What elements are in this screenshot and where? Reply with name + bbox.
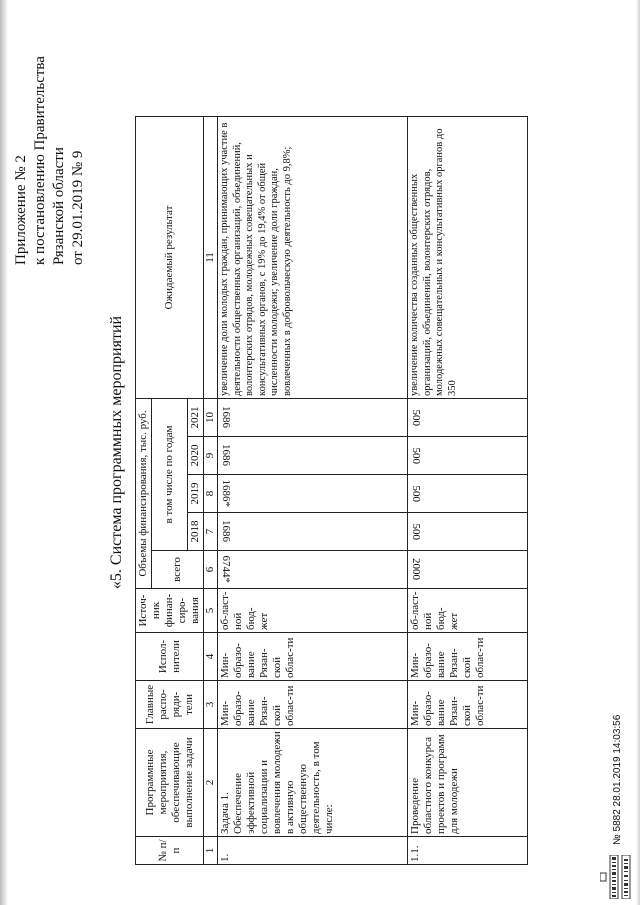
header-funding: Объемы финансирования, тыс. руб.: [136, 399, 152, 589]
row-year-2019: [218, 475, 408, 513]
row-year-2021: [408, 399, 528, 437]
row-num: 1.1.: [408, 837, 528, 865]
header-year: 2018: [188, 513, 204, 551]
row-manager: Мин-образо-вание Рязан-ской облас-ти: [408, 681, 528, 729]
index-cell: 3: [204, 681, 218, 729]
index-cell: 11: [204, 117, 218, 399]
row-executor: Мин-образо-вание Рязан-ской облас-ти: [408, 633, 528, 681]
value: 1686*: [220, 479, 232, 508]
index-cell: 8: [204, 475, 218, 513]
table-row: [218, 117, 408, 865]
value: 6744*: [220, 555, 232, 584]
value: 500: [410, 409, 422, 426]
index-cell: 5: [204, 589, 218, 633]
row-executor: Мин-образо-вание Рязан-ской облас-ти: [218, 633, 408, 681]
row-source: об-ласт-ной бюд-жет: [408, 589, 528, 633]
appendix-line: Приложение № 2: [13, 155, 29, 265]
header-managers: Главные распо-ряди-тели: [136, 681, 204, 729]
row-year-2018: [218, 513, 408, 551]
index-cell: 9: [204, 437, 218, 475]
row-result: увеличение количества созданных общественных организаций, объединений, волонтерских отрядов, молодежных совещательных и консультативных органов до 350: [408, 117, 528, 399]
row-manager: Мин-образо-вание Рязан-ской облас-ти: [218, 681, 408, 729]
row-measure: Задача 1. Обеспечение эффективной социализации и вовлечения молодежи в активную общественную деятельность, в том числе:: [218, 729, 408, 837]
header-executors: Испол-нители: [136, 633, 204, 681]
measures-table: [135, 116, 528, 865]
appendix-line: к постановлению Правительства: [32, 56, 48, 265]
row-year-2021: [218, 399, 408, 437]
index-cell: 4: [204, 633, 218, 681]
appendix-line: от 29.01.2019 № 9: [70, 150, 86, 265]
header-year: 2021: [188, 399, 204, 437]
row-year-2019: [408, 475, 528, 513]
row-result: увеличение доли молодых граждан, принимающих участие в деятельности общественных организаций, объединений, волонтерских отрядов, молодежных совещательных и консультативных органов, с 19% до 19,4% от общей численности молодежи; увеличение доли граждан, вовлеченных в добровольческую деятельность до 9,8%;: [218, 117, 408, 399]
column-index-row: [204, 117, 218, 865]
value: 1686: [220, 520, 232, 543]
scan-edge-top: [0, 0, 8, 905]
index-cell: 6: [204, 551, 218, 589]
value: 1686: [220, 444, 232, 467]
table-row: [408, 117, 528, 865]
value: 500: [410, 447, 422, 464]
row-total: [218, 551, 408, 589]
scan-edge-bottom: [636, 0, 640, 905]
header-by-years: в том числе по годам: [152, 399, 188, 551]
value: 1686: [220, 406, 232, 429]
row-year-2018: [408, 513, 528, 551]
registration-stamp: № 5882 28.01.2019 14:03:56: [612, 714, 623, 845]
header-num: № п/п: [136, 837, 204, 865]
index-cell: 1: [204, 837, 218, 865]
index-cell: 2: [204, 729, 218, 837]
index-cell: 10: [204, 399, 218, 437]
appendix-block: [12, 5, 88, 265]
row-measure: Проведение областного конкурса проектов и программ для молодежи: [408, 729, 528, 837]
index-cell: 7: [204, 513, 218, 551]
registration-barcode-icon: [600, 855, 634, 899]
header-total: всего: [152, 551, 204, 589]
row-year-2020: [218, 437, 408, 475]
header-measures: Программные мероприятия, обеспечивающие выполнение задачи: [136, 729, 204, 837]
value: 500: [410, 523, 422, 540]
row-total: [408, 551, 528, 589]
header-row: [136, 117, 152, 865]
appendix-line: Рязанской области: [51, 147, 67, 265]
row-year-2020: [408, 437, 528, 475]
header-year: 2020: [188, 437, 204, 475]
header-sources: Источ-ник финан-сиро-вания: [136, 589, 204, 633]
header-year: 2019: [188, 475, 204, 513]
section-title: «5. Система программных мероприятий: [108, 315, 125, 590]
row-num: 1.: [218, 837, 408, 865]
value: 2000: [410, 558, 422, 581]
value: 500: [410, 485, 422, 502]
row-source: об-ласт-ной бюд-жет: [218, 589, 408, 633]
header-result: Ожидаемый результат: [136, 117, 204, 399]
